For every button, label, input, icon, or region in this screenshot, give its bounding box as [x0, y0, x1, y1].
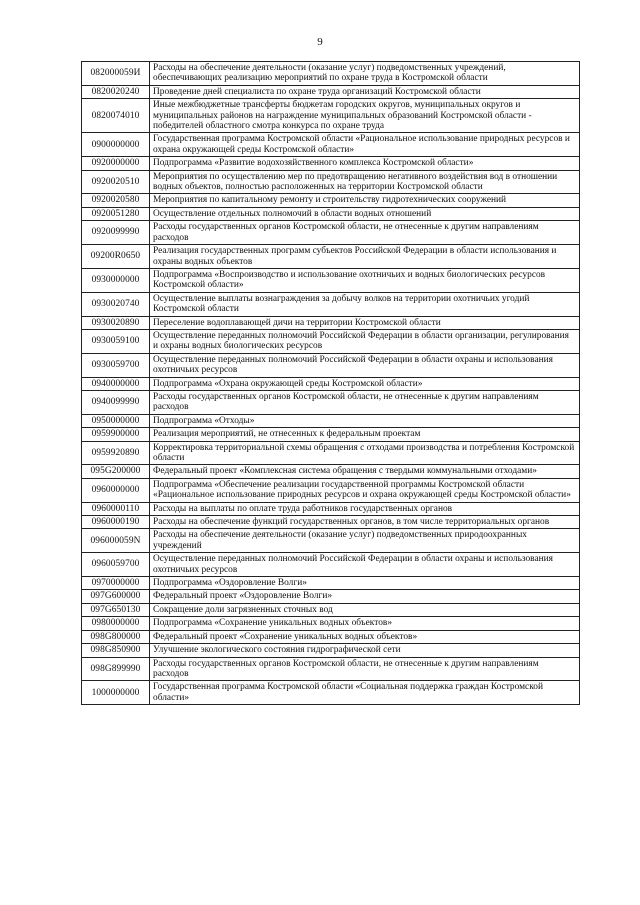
expense-code-cell: 0960000000	[82, 478, 150, 502]
table-row	[82, 681, 580, 705]
expense-code-cell: 0930020740	[82, 292, 150, 316]
expense-name-cell: Реализация мероприятий, не отнесенных к федеральным проектам	[150, 428, 580, 441]
expense-code-cell: 097G650130	[82, 603, 150, 616]
expense-code-cell: 0980000000	[82, 617, 150, 630]
expense-code-cell: 0940000000	[82, 377, 150, 390]
expense-name-cell: Расходы государственных органов Костромской области, не отнесенные к другим направлениям расходов	[150, 390, 580, 414]
expense-code-cell: 0930059700	[82, 353, 150, 377]
expense-code-cell: 0920000000	[82, 157, 150, 170]
expense-name-cell: Расходы на обеспечение функций государственных органов, в том числе территориальных органов	[150, 516, 580, 529]
table-row	[82, 478, 580, 502]
table-row	[82, 644, 580, 657]
expense-name-cell: Расходы на обеспечение деятельности (оказание услуг) подведомственных учреждений, обеспечивающих реализацию мероприятий по охране труда в Костромской области	[150, 62, 580, 86]
expense-name-cell: Государственная программа Костромской области «Рациональное использование природных ресурсов и охрана окружающей среды Костромской области»	[150, 133, 580, 157]
expense-name-cell: Сокращение доли загрязненных сточных вод	[150, 603, 580, 616]
expense-code-cell: 0920020580	[82, 194, 150, 207]
expense-code-cell: 0820074010	[82, 99, 150, 133]
table-row	[82, 292, 580, 316]
budget-codes-table-body	[82, 62, 580, 705]
expense-name-cell: Подпрограмма «Отходы»	[150, 414, 580, 427]
expense-name-cell: Проведение дней специалиста по охране труда организаций Костромской области	[150, 85, 580, 98]
table-row	[82, 62, 580, 86]
expense-code-cell: 0960059700	[82, 553, 150, 577]
expense-name-cell: Подпрограмма «Развитие водохозяйственного комплекса Костромской области»	[150, 157, 580, 170]
table-row	[82, 603, 580, 616]
expense-code-cell: 0960000110	[82, 502, 150, 515]
expense-code-cell: 0920051280	[82, 207, 150, 220]
table-row	[82, 99, 580, 133]
expense-name-cell: Подпрограмма «Сохранение уникальных водных объектов»	[150, 617, 580, 630]
table-row	[82, 245, 580, 269]
expense-code-cell: 0930020890	[82, 316, 150, 329]
expense-name-cell: Осуществление отдельных полномочий в области водных отношений	[150, 207, 580, 220]
expense-name-cell: Мероприятия по капитальному ремонту и строительству гидротехнических сооружений	[150, 194, 580, 207]
expense-name-cell: Осуществление переданных полномочий Российской Федерации в области охраны и использования охотничьих ресурсов	[150, 553, 580, 577]
expense-code-cell: 0959920890	[82, 441, 150, 465]
expense-code-cell: 0959900000	[82, 428, 150, 441]
table-row	[82, 316, 580, 329]
table-row	[82, 657, 580, 681]
expense-name-cell: Подпрограмма «Охрана окружающей среды Костромской области»	[150, 377, 580, 390]
table-row	[82, 329, 580, 353]
expense-code-cell: 0930000000	[82, 268, 150, 292]
expense-name-cell: Мероприятия по осуществлению мер по предотвращению негативного воздействия вод в отношении водных объектов, полностью расположенных на территории Костромской области	[150, 170, 580, 194]
expense-name-cell: Федеральный проект «Сохранение уникальных водных объектов»	[150, 630, 580, 643]
expense-name-cell: Улучшение экологического состояния гидрографической сети	[150, 644, 580, 657]
expense-name-cell: Осуществление переданных полномочий Российской Федерации в области организации, регулирования и охраны водных биологических ресурсов	[150, 329, 580, 353]
expense-name-cell: Федеральный проект «Оздоровление Волги»	[150, 590, 580, 603]
expense-code-cell: 0940099990	[82, 390, 150, 414]
table-row	[82, 85, 580, 98]
table-row	[82, 377, 580, 390]
expense-code-cell: 0820020240	[82, 85, 150, 98]
expense-name-cell: Корректировка территориальной схемы обращения с отходами производства и потребления Костромской области	[150, 441, 580, 465]
expense-code-cell: 098G899990	[82, 657, 150, 681]
table-row	[82, 194, 580, 207]
expense-code-cell: 0970000000	[82, 577, 150, 590]
expense-code-cell: 0920020510	[82, 170, 150, 194]
table-row	[82, 390, 580, 414]
table-row	[82, 529, 580, 553]
expense-code-cell: 1000000000	[82, 681, 150, 705]
expense-name-cell: Реализация государственных программ субъектов Российской Федерации в области использования и охраны водных объектов	[150, 245, 580, 269]
expense-code-cell: 095G200000	[82, 465, 150, 478]
expense-name-cell: Осуществление выплаты вознаграждения за добычу волков на территории охотничьих угодий Костромской области	[150, 292, 580, 316]
page-number: 9	[317, 36, 323, 48]
table-row	[82, 133, 580, 157]
table-row	[82, 353, 580, 377]
expense-name-cell: Переселение водоплавающей дичи на территории Костромской области	[150, 316, 580, 329]
table-row	[82, 221, 580, 245]
expense-code-cell: 0900000000	[82, 133, 150, 157]
table-row	[82, 553, 580, 577]
expense-name-cell: Подпрограмма «Обеспечение реализации государственной программы Костромской области «Рациональное использование природных ресурсов и охрана окружающей среды Костромской области»	[150, 478, 580, 502]
table-row	[82, 590, 580, 603]
expense-code-cell: 098G800000	[82, 630, 150, 643]
expense-code-cell: 082000059И	[82, 62, 150, 86]
table-row	[82, 207, 580, 220]
expense-code-cell: 0920099990	[82, 221, 150, 245]
table-row	[82, 268, 580, 292]
table-row	[82, 516, 580, 529]
table-row	[82, 170, 580, 194]
expense-name-cell: Иные межбюджетные трансферты бюджетам городских округов, муниципальных округов и муниципальных районов на награждение муниципальных образований Костромской области - победителей областного смотра конкурса по охране труда	[150, 99, 580, 133]
table-row	[82, 577, 580, 590]
expense-code-cell: 09200R0650	[82, 245, 150, 269]
expense-name-cell: Федеральный проект «Комплексная система обращения с твердыми коммунальными отходами»	[150, 465, 580, 478]
table-row	[82, 465, 580, 478]
table-row	[82, 617, 580, 630]
expense-name-cell: Осуществление переданных полномочий Российской Федерации в области охраны и использования охотничьих ресурсов	[150, 353, 580, 377]
table-row	[82, 630, 580, 643]
expense-name-cell: Расходы государственных органов Костромской области, не отнесенные к другим направлениям расходов	[150, 657, 580, 681]
expense-name-cell: Расходы на выплаты по оплате труда работников государственных органов	[150, 502, 580, 515]
expense-name-cell: Расходы государственных органов Костромской области, не отнесенные к другим направлениям расходов	[150, 221, 580, 245]
expense-code-cell: 0950000000	[82, 414, 150, 427]
expense-name-cell: Государственная программа Костромской области «Социальная поддержка граждан Костромской области»	[150, 681, 580, 705]
expense-code-cell: 097G600000	[82, 590, 150, 603]
table-row	[82, 502, 580, 515]
expense-name-cell: Подпрограмма «Оздоровление Волги»	[150, 577, 580, 590]
table-row	[82, 157, 580, 170]
table-row	[82, 414, 580, 427]
expense-name-cell: Подпрограмма «Воспроизводство и использование охотничьих и водных биологических ресурсов Костромской области»	[150, 268, 580, 292]
table-row	[82, 441, 580, 465]
expense-name-cell: Расходы на обеспечение деятельности (оказание услуг) подведомственных природоохранных учреждений	[150, 529, 580, 553]
expense-code-cell: 0930059100	[82, 329, 150, 353]
table-row	[82, 428, 580, 441]
budget-codes-table	[81, 61, 580, 705]
expense-code-cell: 096000059N	[82, 529, 150, 553]
expense-code-cell: 098G850900	[82, 644, 150, 657]
expense-code-cell: 0960000190	[82, 516, 150, 529]
